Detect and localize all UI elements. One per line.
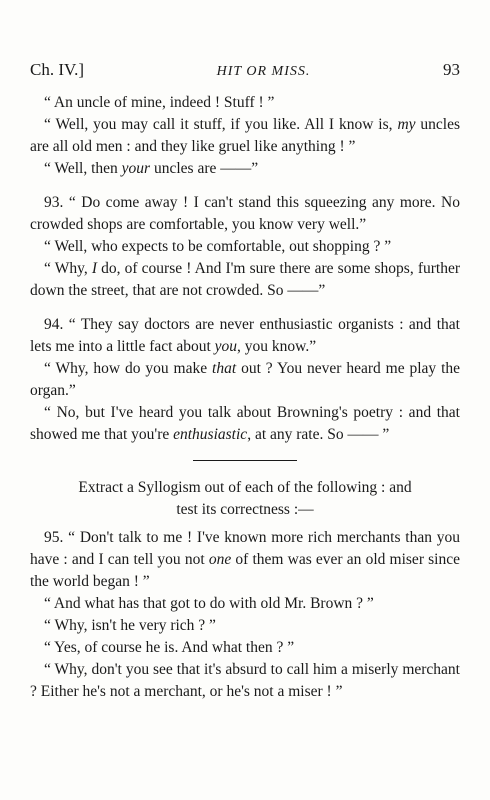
dialogue-line: “ Why, don't you see that it's absurd to call him a miserly merchant ? Either he's not a merchant, or he's not a miser ! ” bbox=[30, 661, 460, 700]
dialogue-line: “ Well, who expects to be comfortable, out shopping ? ” bbox=[44, 238, 392, 255]
running-title: HIT OR MISS. bbox=[216, 64, 311, 79]
exercise-95: 95. “ Don't talk to me ! I've known more rich merchants than you have : and I can tell you not one of them was ever an old miser since the world began ! ” bbox=[30, 529, 460, 590]
instruction-line-1: Extract a Syllogism out of each of the following : and bbox=[78, 479, 412, 496]
exercise-94: 94. “ They say doctors are never enthusiastic organists : and that lets me into a little fact about you, you know.” bbox=[30, 316, 460, 355]
body-text bbox=[30, 92, 460, 703]
dialogue-line: “ An uncle of mine, indeed ! Stuff ! ” bbox=[44, 94, 275, 111]
section-divider bbox=[193, 460, 297, 461]
dialogue-line: “ Why, how do you make that out ? You never heard me play the organ.” bbox=[30, 360, 461, 399]
page-number: 93 bbox=[442, 60, 460, 79]
dialogue-line: “ And what has that got to do with old Mr. Brown ? ” bbox=[44, 595, 374, 612]
running-header bbox=[30, 60, 460, 80]
instruction-line-2: test its correctness :— bbox=[176, 501, 314, 518]
exercise-93: 93. “ Do come away ! I can't stand this squeezing any more. No crowded shops are comfortable, you know very well.” bbox=[30, 194, 460, 233]
dialogue-line: “ Why, isn't he very rich ? ” bbox=[44, 617, 216, 634]
chapter-label: Ch. IV.] bbox=[30, 60, 84, 79]
dialogue-line: “ Well, you may call it stuff, if you like. All I know is, my uncles are all old men : and they like gruel like anything ! ” bbox=[30, 116, 461, 155]
dialogue-line: “ Why, I do, of course ! And I'm sure there are some shops, further down the street, that are not crowded. So ——” bbox=[30, 260, 460, 299]
dialogue-line: “ No, but I've heard you talk about Browning's poetry : and that showed me that you're enthusiastic, at any rate. So —— ” bbox=[30, 404, 460, 443]
dialogue-line: “ Well, then your uncles are ——” bbox=[44, 160, 259, 177]
dialogue-line: “ Yes, of course he is. And what then ? ” bbox=[44, 639, 295, 656]
